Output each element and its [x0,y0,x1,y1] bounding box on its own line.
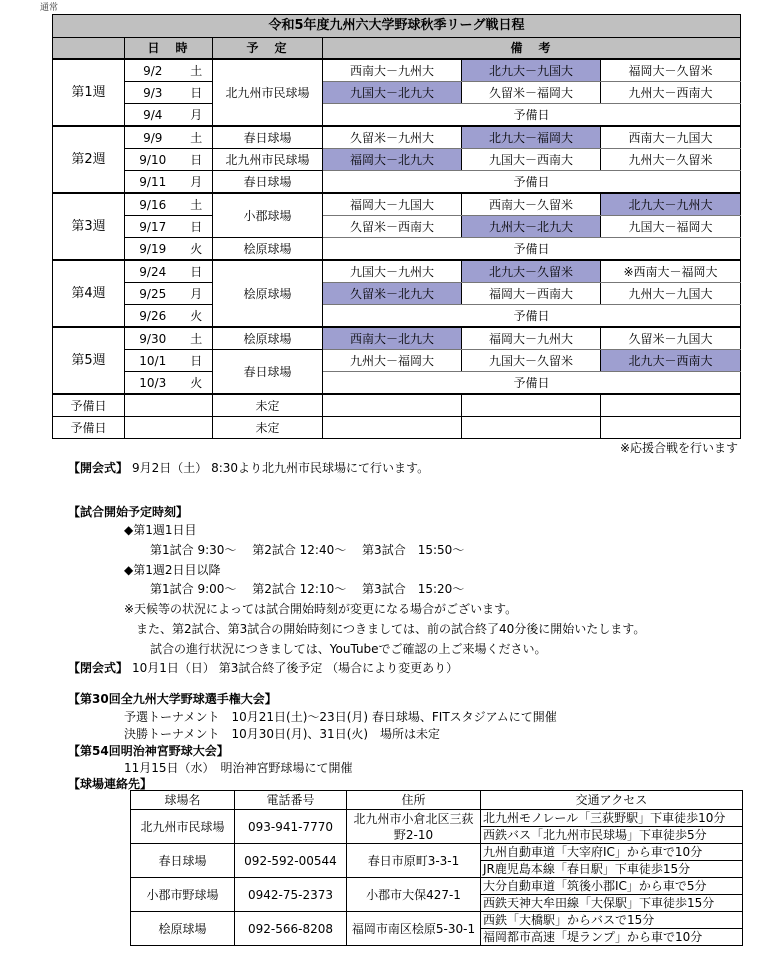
day1-times: 第1試合 9:30～ 第2試合 12:40～ 第3試合 15:50～ [150,543,465,557]
game-1-cell [323,394,462,417]
game-2-cell: 福岡大－九州大 [462,327,601,350]
date-cell: 9/16 [125,193,181,216]
game-1-cell: 九州大－福岡大 [323,350,462,372]
header-venue: 予 定 [213,38,323,60]
reserve-day-cell: 予備日 [323,104,741,127]
date-cell: 10/3 [125,372,181,395]
reserve-day-cell: 予備日 [323,372,741,395]
venue-access: 大分自動車道「筑後小郡IC」から車で5分 [481,878,743,895]
schedule-table [52,14,741,439]
closing-heading: 【閉会式】 [68,661,129,675]
header-note: 備 考 [323,38,741,60]
week-label: 第1週 [53,59,125,126]
game-1-cell: 九国大－九州大 [323,260,462,283]
reserve-day-cell: 予備日 [323,238,741,261]
venue-access: 西鉄「大橋駅」からバスで15分 [481,912,743,929]
game-2-cell: 北九大－久留米 [462,260,601,283]
day2-times: 第1試合 9:00～ 第2試合 12:10～ 第3試合 15:20～ [150,582,465,596]
venue-row [131,844,743,861]
game-1-cell: 西南大－北九大 [323,327,462,350]
tournament-heading: 【第30回全九州大学野球選手権大会】 [68,692,277,706]
header-blank [53,38,125,60]
reserve-day-cell: 予備日 [323,171,741,194]
venue-cell: 桧原球場 [213,327,323,350]
game-2-cell: 九州大－北九大 [462,216,601,238]
game-3-cell: 北九大－九州大 [601,193,741,216]
date-cell [125,417,181,439]
venue-row [131,912,743,929]
date-cell: 9/11 [125,171,181,194]
venue-name: 北九州市民球場 [131,810,235,844]
venue-access: 北九州モノレール「三荻野駅」下車徒歩10分 [481,810,743,827]
game-3-cell: 九州大－九国大 [601,283,741,305]
meiji-text: 11月15日（水） 明治神宮野球場にて開催 [124,761,353,775]
schedule-row [53,216,741,238]
game-3-cell: 北九大－西南大 [601,350,741,372]
day-of-week-cell: 日 [181,260,213,283]
date-cell: 9/19 [125,238,181,261]
venue-cell: 北九州市民球場 [213,59,323,126]
date-cell: 9/30 [125,327,181,350]
date-cell: 9/25 [125,283,181,305]
schedule-row [53,283,741,305]
cheer-note: ※応援合戦を行います [619,441,738,455]
venue-cell: 桧原球場 [213,238,323,261]
game-2-cell [462,417,601,439]
venue-row [131,810,743,827]
venue-contact-table [130,790,743,946]
schedule-row [53,305,741,328]
venue-header-address: 住所 [347,791,481,810]
start-time-note: また、第2試合、第3試合の開始時刻につきましては、前の試合終了40分後に開始いたします。 [136,622,646,636]
week-label: 第3週 [53,193,125,260]
game-2-cell: 九国大－久留米 [462,350,601,372]
date-cell: 9/24 [125,260,181,283]
schedule-row [53,82,741,104]
venue-access: 九州自動車道「大宰府IC」から車で10分 [481,844,743,861]
game-2-cell: 福岡大－西南大 [462,283,601,305]
reserve-day-cell: 予備日 [323,305,741,328]
venue-phone: 092-592-00544 [235,844,347,878]
game-1-cell [323,417,462,439]
venue-phone: 0942-75-2373 [235,878,347,912]
game-3-cell: ※西南大－福岡大 [601,260,741,283]
venue-access: 西鉄バス「北九州市民球場」下車徒歩5分 [481,827,743,844]
schedule-title: 令和5年度九州六大学野球秋季リーグ戦日程 [53,15,741,38]
date-cell: 9/2 [125,59,181,82]
venue-access: JR鹿児島本線「春日駅」下車徒歩15分 [481,861,743,878]
game-1-cell: 久留米－北九大 [323,283,462,305]
week-label: 第5週 [53,327,125,394]
schedule-row [53,193,741,216]
day-of-week-cell: 日 [181,149,213,171]
game-2-cell: 北九大－九国大 [462,59,601,82]
game-2-cell: 久留米－福岡大 [462,82,601,104]
game-3-cell: 九州大－久留米 [601,149,741,171]
spare-day-row [53,394,741,417]
day-of-week-cell: 日 [181,350,213,372]
venue-cell: 桧原球場 [213,260,323,327]
day-of-week-cell: 土 [181,59,213,82]
venue-access: 福岡都市高速「堤ランプ」から車で10分 [481,929,743,946]
spare-day-row [53,417,741,439]
day-of-week-cell: 土 [181,193,213,216]
venue-body [131,810,743,946]
venue-header-phone: 電話番号 [235,791,347,810]
schedule-row [53,104,741,127]
venue-name: 桧原球場 [131,912,235,946]
schedule-body [53,59,741,439]
game-3-cell [601,394,741,417]
game-1-cell: 福岡大－九国大 [323,193,462,216]
date-cell: 9/17 [125,216,181,238]
schedule-row [53,327,741,350]
spare-day-label: 予備日 [53,394,125,417]
game-3-cell: 九国大－福岡大 [601,216,741,238]
day-of-week-cell: 火 [181,305,213,328]
game-3-cell: 福岡大－久留米 [601,59,741,82]
venue-row [131,878,743,895]
schedule-row [53,260,741,283]
venue-address: 春日市原町3-3-1 [347,844,481,878]
venue-cell: 未定 [213,394,323,417]
closing-text: 10月1日（日） 第3試合終了後予定 （場合により変更あり） [132,661,459,675]
day-of-week-cell: 月 [181,283,213,305]
date-cell: 9/4 [125,104,181,127]
schedule-row [53,59,741,82]
game-1-cell: 西南大－九州大 [323,59,462,82]
opening-heading: 【開会式】 [68,461,129,475]
venue-cell: 北九州市民球場 [213,149,323,171]
venue-name: 小郡市野球場 [131,878,235,912]
game-1-cell: 福岡大－北九大 [323,149,462,171]
opening-text: 9月2日（土） 8:30より北九州市民球場にて行います。 [132,461,430,475]
contacts-heading: 【球場連絡先】 [68,777,153,791]
game-3-cell [601,417,741,439]
youtube-note: 試合の進行状況につきましては、YouTubeでご確認の上ご来場ください。 [150,642,547,656]
day-of-week-cell: 日 [181,216,213,238]
meiji-heading: 【第54回明治神宮野球大会】 [68,744,229,758]
venue-phone: 093-941-7770 [235,810,347,844]
game-2-cell [462,394,601,417]
day-of-week-cell [181,417,213,439]
header-date: 日 時 [125,38,213,60]
venue-header-name: 球場名 [131,791,235,810]
game-1-cell: 九国大－北九大 [323,82,462,104]
venue-cell: 未定 [213,417,323,439]
game-2-cell: 九国大－西南大 [462,149,601,171]
date-cell: 9/10 [125,149,181,171]
day-of-week-cell: 土 [181,327,213,350]
day-of-week-cell [181,394,213,417]
game-1-cell: 久留米－西南大 [323,216,462,238]
game-1-cell: 久留米－九州大 [323,126,462,149]
day-of-week-cell: 火 [181,372,213,395]
game-3-cell: 九州大－西南大 [601,82,741,104]
tournament-final: 決勝トーナメント 10月30日(月)、31日(火) 場所は未定 [124,727,441,741]
venue-name: 春日球場 [131,844,235,878]
game-2-cell: 西南大－久留米 [462,193,601,216]
day-of-week-cell: 日 [181,82,213,104]
day-of-week-cell: 土 [181,126,213,149]
schedule-row [53,126,741,149]
tournament-prelim: 予選トーナメント 10月21日(土)～23日(月) 春日球場、FITスタジアムにて開催 [124,710,557,724]
venue-access: 西鉄天神大牟田線「大保駅」下車徒歩15分 [481,895,743,912]
venue-cell: 春日球場 [213,171,323,194]
venue-address: 小郡市大保427-1 [347,878,481,912]
schedule-row [53,372,741,395]
venue-cell: 春日球場 [213,350,323,395]
schedule-row [53,149,741,171]
date-cell: 10/1 [125,350,181,372]
game-2-cell: 北九大－福岡大 [462,126,601,149]
schedule-row [53,238,741,261]
venue-cell: 春日球場 [213,126,323,149]
start-times-heading: 【試合開始予定時刻】 [68,505,189,519]
day-of-week-cell: 火 [181,238,213,261]
schedule-row [53,350,741,372]
weather-note: ※天候等の状況によっては試合開始時刻が変更になる場合がございます。 [124,602,518,616]
day1-label: ◆第1週1日目 [124,523,197,537]
venue-cell: 小郡球場 [213,193,323,238]
date-cell: 9/26 [125,305,181,328]
spare-day-label: 予備日 [53,417,125,439]
venue-address: 福岡市南区桧原5-30-1 [347,912,481,946]
date-cell: 9/3 [125,82,181,104]
date-cell [125,394,181,417]
date-cell: 9/9 [125,126,181,149]
game-3-cell: 久留米－九国大 [601,327,741,350]
day2-label: ◆第1週2日目以降 [124,563,221,577]
cropped-header-text: 通常 [40,3,59,13]
venue-header-access: 交通アクセス [481,791,743,810]
week-label: 第2週 [53,126,125,193]
venue-phone: 092-566-8208 [235,912,347,946]
game-3-cell: 西南大－九国大 [601,126,741,149]
week-label: 第4週 [53,260,125,327]
venue-address: 北九州市小倉北区三荻野2-10 [347,810,481,844]
day-of-week-cell: 月 [181,104,213,127]
day-of-week-cell: 月 [181,171,213,194]
schedule-row [53,171,741,194]
